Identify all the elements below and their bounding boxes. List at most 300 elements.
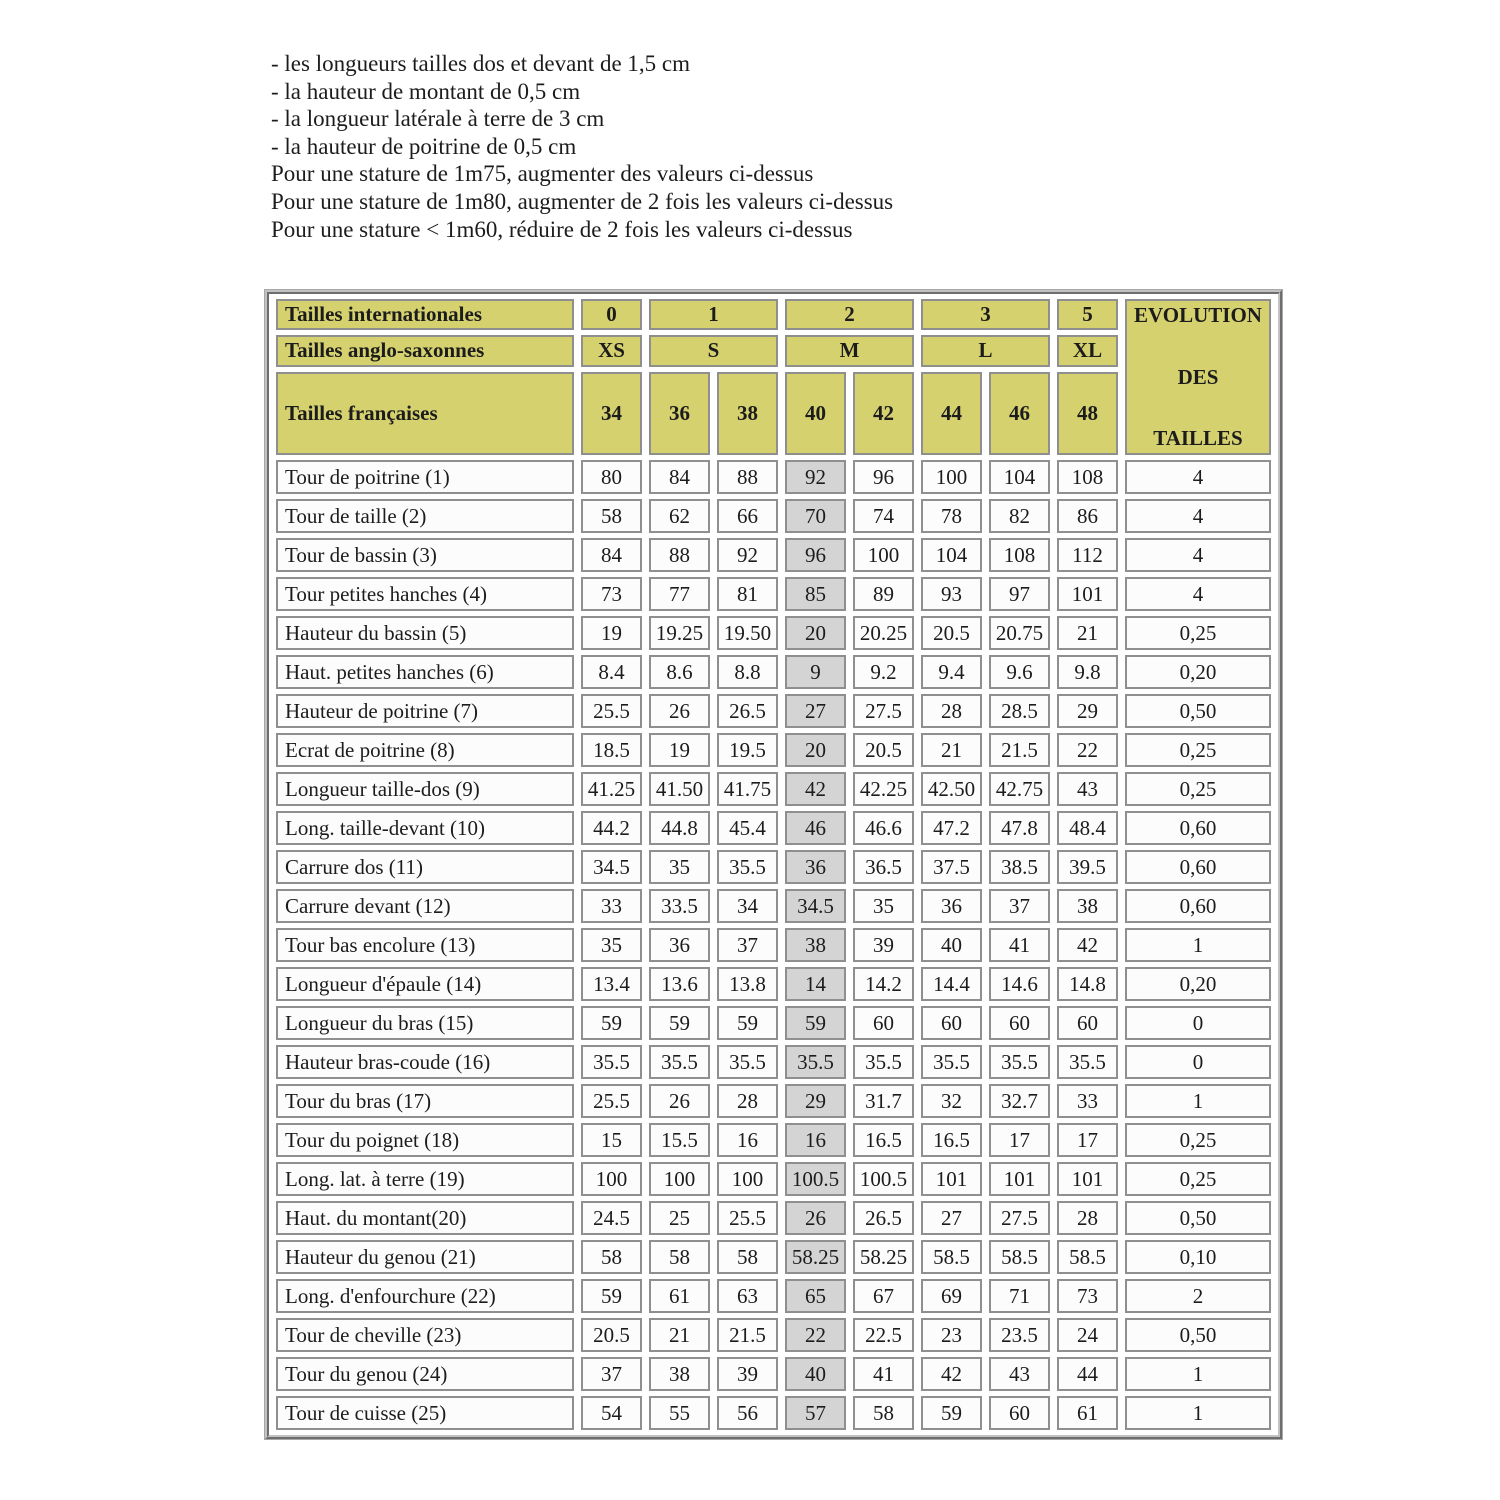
value-cell: 21.5 <box>717 1318 778 1352</box>
evolution-cell: 0,25 <box>1125 772 1271 806</box>
table-row <box>276 1123 1271 1157</box>
value-cell: 13.6 <box>649 967 710 1001</box>
value-cell: 33 <box>1057 1084 1118 1118</box>
value-cell: 16 <box>717 1123 778 1157</box>
value-cell: 58.5 <box>921 1240 982 1274</box>
measure-label: Hauteur de poitrine (7) <box>276 694 574 728</box>
value-cell: 42.25 <box>853 772 914 806</box>
value-cell: 8.6 <box>649 655 710 689</box>
value-cell: 26 <box>649 1084 710 1118</box>
evolution-cell: 1 <box>1125 1357 1271 1391</box>
value-cell: 36.5 <box>853 850 914 884</box>
intro-line: - la hauteur de montant de 0,5 cm <box>271 78 581 104</box>
value-cell: 60 <box>989 1396 1050 1430</box>
value-cell: 21.5 <box>989 733 1050 767</box>
intro-text <box>271 50 893 243</box>
value-cell: 26.5 <box>717 694 778 728</box>
value-cell: 100.5 <box>853 1162 914 1196</box>
value-cell: 41.25 <box>581 772 642 806</box>
value-cell: 24.5 <box>581 1201 642 1235</box>
value-cell: 18.5 <box>581 733 642 767</box>
value-cell: 74 <box>853 499 914 533</box>
value-cell: 101 <box>1057 577 1118 611</box>
value-cell: 48.4 <box>1057 811 1118 845</box>
evolution-cell: 2 <box>1125 1279 1271 1313</box>
value-cell: 15 <box>581 1123 642 1157</box>
value-cell: 34.5 <box>785 889 846 923</box>
value-cell: 8.8 <box>717 655 778 689</box>
header-french-size: 46 <box>989 372 1050 455</box>
value-cell: 9 <box>785 655 846 689</box>
value-cell: 46.6 <box>853 811 914 845</box>
table-row <box>276 694 1271 728</box>
header-french-size: 38 <box>717 372 778 455</box>
value-cell: 44.8 <box>649 811 710 845</box>
value-cell: 101 <box>989 1162 1050 1196</box>
table-row <box>276 811 1271 845</box>
table-row <box>276 577 1271 611</box>
value-cell: 35.5 <box>989 1045 1050 1079</box>
value-cell: 26.5 <box>853 1201 914 1235</box>
value-cell: 38 <box>649 1357 710 1391</box>
value-cell: 8.4 <box>581 655 642 689</box>
intro-line: Pour une stature de 1m80, augmenter de 2 fois les valeurs ci-dessus <box>271 188 894 214</box>
measure-label: Tour bas encolure (13) <box>276 928 574 962</box>
value-cell: 35.5 <box>717 850 778 884</box>
measure-label: Long. d'enfourchure (22) <box>276 1279 574 1313</box>
header-french-size: 36 <box>649 372 710 455</box>
measure-label: Tour de cuisse (25) <box>276 1396 574 1430</box>
value-cell: 59 <box>785 1006 846 1040</box>
value-cell: 25.5 <box>581 694 642 728</box>
value-cell: 42 <box>785 772 846 806</box>
value-cell: 100 <box>717 1162 778 1196</box>
value-cell: 19.5 <box>717 733 778 767</box>
value-cell: 24 <box>1057 1318 1118 1352</box>
table-body <box>276 460 1271 1430</box>
value-cell: 92 <box>785 460 846 494</box>
measure-label: Tour petites hanches (4) <box>276 577 574 611</box>
value-cell: 61 <box>1057 1396 1118 1430</box>
value-cell: 88 <box>717 460 778 494</box>
measure-label: Longueur du bras (15) <box>276 1006 574 1040</box>
value-cell: 59 <box>717 1006 778 1040</box>
value-cell: 56 <box>717 1396 778 1430</box>
value-cell: 80 <box>581 460 642 494</box>
value-cell: 28 <box>1057 1201 1118 1235</box>
value-cell: 22 <box>785 1318 846 1352</box>
value-cell: 47.8 <box>989 811 1050 845</box>
value-cell: 60 <box>921 1006 982 1040</box>
value-cell: 28.5 <box>989 694 1050 728</box>
value-cell: 36 <box>785 850 846 884</box>
value-cell: 82 <box>989 499 1050 533</box>
value-cell: 71 <box>989 1279 1050 1313</box>
value-cell: 92 <box>717 538 778 572</box>
header-evolution-line: EVOLUTION <box>1134 303 1262 327</box>
value-cell: 13.8 <box>717 967 778 1001</box>
measure-label: Tour de cheville (23) <box>276 1318 574 1352</box>
value-cell: 61 <box>649 1279 710 1313</box>
value-cell: 65 <box>785 1279 846 1313</box>
value-cell: 60 <box>853 1006 914 1040</box>
value-cell: 23 <box>921 1318 982 1352</box>
evolution-cell: 0,25 <box>1125 733 1271 767</box>
value-cell: 70 <box>785 499 846 533</box>
header-international-size: 2 <box>785 299 914 330</box>
value-cell: 47.2 <box>921 811 982 845</box>
value-cell: 20.5 <box>921 616 982 650</box>
value-cell: 35.5 <box>649 1045 710 1079</box>
value-cell: 38.5 <box>989 850 1050 884</box>
header-anglo-size: XL <box>1057 335 1118 366</box>
table-row <box>276 772 1271 806</box>
value-cell: 17 <box>989 1123 1050 1157</box>
value-cell: 35.5 <box>853 1045 914 1079</box>
value-cell: 33 <box>581 889 642 923</box>
value-cell: 41.50 <box>649 772 710 806</box>
value-cell: 15.5 <box>649 1123 710 1157</box>
evolution-cell: 0,25 <box>1125 1162 1271 1196</box>
evolution-cell: 1 <box>1125 1396 1271 1430</box>
header-international-size: 3 <box>921 299 1050 330</box>
value-cell: 32.7 <box>989 1084 1050 1118</box>
header-french-size: 40 <box>785 372 846 455</box>
measure-label: Long. taille-devant (10) <box>276 811 574 845</box>
value-cell: 35.5 <box>921 1045 982 1079</box>
value-cell: 19.50 <box>717 616 778 650</box>
sizes-table <box>265 290 1282 1439</box>
measure-label: Hauteur du bassin (5) <box>276 616 574 650</box>
value-cell: 100 <box>921 460 982 494</box>
value-cell: 81 <box>717 577 778 611</box>
intro-line: - les longueurs tailles dos et devant de 1,5 cm <box>271 51 691 76</box>
value-cell: 37 <box>717 928 778 962</box>
header-anglo-size: L <box>921 335 1050 366</box>
value-cell: 28 <box>717 1084 778 1118</box>
value-cell: 38 <box>1057 889 1118 923</box>
value-cell: 43 <box>989 1357 1050 1391</box>
value-cell: 9.6 <box>989 655 1050 689</box>
evolution-cell: 0,25 <box>1125 1123 1271 1157</box>
value-cell: 59 <box>649 1006 710 1040</box>
header-evolution <box>1125 299 1271 455</box>
header-evolution-line: TAILLES <box>1153 426 1243 450</box>
header-anglo-size: XS <box>581 335 642 366</box>
value-cell: 26 <box>649 694 710 728</box>
value-cell: 58 <box>717 1240 778 1274</box>
measure-label: Hauteur bras-coude (16) <box>276 1045 574 1079</box>
value-cell: 16 <box>785 1123 846 1157</box>
value-cell: 16.5 <box>853 1123 914 1157</box>
value-cell: 62 <box>649 499 710 533</box>
measure-label: Hauteur du genou (21) <box>276 1240 574 1274</box>
value-cell: 35.5 <box>581 1045 642 1079</box>
row-anglo-saxon-sizes <box>276 335 1271 366</box>
value-cell: 35.5 <box>1057 1045 1118 1079</box>
value-cell: 60 <box>989 1006 1050 1040</box>
evolution-cell: 0,60 <box>1125 811 1271 845</box>
measure-label: Tour du bras (17) <box>276 1084 574 1118</box>
value-cell: 20.25 <box>853 616 914 650</box>
measure-label: Longueur d'épaule (14) <box>276 967 574 1001</box>
header-french-size: 48 <box>1057 372 1118 455</box>
table-row <box>276 1318 1271 1352</box>
value-cell: 39.5 <box>1057 850 1118 884</box>
table-row <box>276 538 1271 572</box>
value-cell: 32 <box>921 1084 982 1118</box>
value-cell: 96 <box>785 538 846 572</box>
header-international-size: 5 <box>1057 299 1118 330</box>
value-cell: 25 <box>649 1201 710 1235</box>
value-cell: 9.4 <box>921 655 982 689</box>
value-cell: 29 <box>1057 694 1118 728</box>
value-cell: 104 <box>989 460 1050 494</box>
measure-label: Carrure devant (12) <box>276 889 574 923</box>
measure-label: Tour du poignet (18) <box>276 1123 574 1157</box>
value-cell: 100 <box>649 1162 710 1196</box>
value-cell: 21 <box>921 733 982 767</box>
value-cell: 59 <box>581 1006 642 1040</box>
table-row <box>276 1045 1271 1079</box>
value-cell: 27.5 <box>853 694 914 728</box>
value-cell: 42.75 <box>989 772 1050 806</box>
value-cell: 9.8 <box>1057 655 1118 689</box>
value-cell: 37 <box>989 889 1050 923</box>
header-evolution-line: DES <box>1177 364 1219 389</box>
value-cell: 100 <box>853 538 914 572</box>
intro-line: Pour une stature < 1m60, réduire de 2 fois les valeurs ci-dessus <box>271 216 853 242</box>
value-cell: 20.5 <box>581 1318 642 1352</box>
measure-label: Tour de taille (2) <box>276 499 574 533</box>
value-cell: 88 <box>649 538 710 572</box>
evolution-cell: 0,20 <box>1125 655 1271 689</box>
value-cell: 14.2 <box>853 967 914 1001</box>
evolution-cell: 0,60 <box>1125 850 1271 884</box>
value-cell: 28 <box>921 694 982 728</box>
table-row <box>276 1396 1271 1430</box>
table-row <box>276 889 1271 923</box>
value-cell: 16.5 <box>921 1123 982 1157</box>
value-cell: 57 <box>785 1396 846 1430</box>
value-cell: 42.50 <box>921 772 982 806</box>
value-cell: 20.75 <box>989 616 1050 650</box>
evolution-cell: 4 <box>1125 577 1271 611</box>
value-cell: 112 <box>1057 538 1118 572</box>
row-international-sizes <box>276 299 1271 330</box>
evolution-cell: 0 <box>1125 1045 1271 1079</box>
value-cell: 55 <box>649 1396 710 1430</box>
value-cell: 35.5 <box>785 1045 846 1079</box>
value-cell: 27 <box>921 1201 982 1235</box>
value-cell: 58 <box>581 499 642 533</box>
evolution-cell: 4 <box>1125 460 1271 494</box>
value-cell: 14.8 <box>1057 967 1118 1001</box>
value-cell: 69 <box>921 1279 982 1313</box>
value-cell: 58.5 <box>989 1240 1050 1274</box>
value-cell: 40 <box>921 928 982 962</box>
value-cell: 58.25 <box>853 1240 914 1274</box>
value-cell: 37.5 <box>921 850 982 884</box>
value-cell: 60 <box>1057 1006 1118 1040</box>
value-cell: 66 <box>717 499 778 533</box>
value-cell: 41 <box>853 1357 914 1391</box>
value-cell: 29 <box>785 1084 846 1118</box>
value-cell: 27 <box>785 694 846 728</box>
value-cell: 40 <box>785 1357 846 1391</box>
table-row <box>276 850 1271 884</box>
value-cell: 17 <box>1057 1123 1118 1157</box>
value-cell: 44.2 <box>581 811 642 845</box>
value-cell: 13.4 <box>581 967 642 1001</box>
header-label-french: Tailles françaises <box>276 372 574 455</box>
measure-label: Longueur taille-dos (9) <box>276 772 574 806</box>
value-cell: 37 <box>581 1357 642 1391</box>
value-cell: 20 <box>785 733 846 767</box>
value-cell: 19.25 <box>649 616 710 650</box>
table-row <box>276 1201 1271 1235</box>
intro-line: - la longueur latérale à terre de 3 cm <box>271 106 605 132</box>
value-cell: 100 <box>581 1162 642 1196</box>
value-cell: 25.5 <box>581 1084 642 1118</box>
value-cell: 42 <box>1057 928 1118 962</box>
table-row <box>276 1162 1271 1196</box>
value-cell: 35 <box>853 889 914 923</box>
value-cell: 36 <box>921 889 982 923</box>
value-cell: 78 <box>921 499 982 533</box>
evolution-cell: 0 <box>1125 1006 1271 1040</box>
measure-label: Tour de bassin (3) <box>276 538 574 572</box>
evolution-cell: 0,50 <box>1125 1201 1271 1235</box>
value-cell: 58 <box>649 1240 710 1274</box>
value-cell: 14.6 <box>989 967 1050 1001</box>
evolution-cell: 0,10 <box>1125 1240 1271 1274</box>
value-cell: 35.5 <box>717 1045 778 1079</box>
value-cell: 41 <box>989 928 1050 962</box>
value-cell: 36 <box>649 928 710 962</box>
evolution-cell: 0,25 <box>1125 616 1271 650</box>
table-header <box>276 299 1271 455</box>
value-cell: 20.5 <box>853 733 914 767</box>
header-anglo-size: M <box>785 335 914 366</box>
value-cell: 39 <box>717 1357 778 1391</box>
measure-label: Haut. petites hanches (6) <box>276 655 574 689</box>
value-cell: 27.5 <box>989 1201 1050 1235</box>
evolution-cell: 0,20 <box>1125 967 1271 1001</box>
header-french-size: 42 <box>853 372 914 455</box>
evolution-cell: 0,50 <box>1125 694 1271 728</box>
measure-label: Tour du genou (24) <box>276 1357 574 1391</box>
intro-line: Pour une stature de 1m75, augmenter des valeurs ci-dessus <box>271 161 814 187</box>
header-international-size: 1 <box>649 299 778 330</box>
value-cell: 84 <box>581 538 642 572</box>
table-row <box>276 1279 1271 1313</box>
value-cell: 85 <box>785 577 846 611</box>
header-anglo-size: S <box>649 335 778 366</box>
value-cell: 63 <box>717 1279 778 1313</box>
table-row <box>276 967 1271 1001</box>
value-cell: 38 <box>785 928 846 962</box>
value-cell: 9.2 <box>853 655 914 689</box>
evolution-cell: 1 <box>1125 1084 1271 1118</box>
value-cell: 19 <box>581 616 642 650</box>
value-cell: 21 <box>1057 616 1118 650</box>
value-cell: 22.5 <box>853 1318 914 1352</box>
intro-line: - la hauteur de poitrine de 0,5 cm <box>271 133 577 159</box>
table-row <box>276 1006 1271 1040</box>
value-cell: 44 <box>1057 1357 1118 1391</box>
value-cell: 77 <box>649 577 710 611</box>
evolution-cell: 4 <box>1125 499 1271 533</box>
value-cell: 59 <box>921 1396 982 1430</box>
value-cell: 58 <box>581 1240 642 1274</box>
value-cell: 86 <box>1057 499 1118 533</box>
value-cell: 31.7 <box>853 1084 914 1118</box>
value-cell: 58 <box>853 1396 914 1430</box>
evolution-cell: 4 <box>1125 538 1271 572</box>
value-cell: 39 <box>853 928 914 962</box>
table-row <box>276 1084 1271 1118</box>
value-cell: 35 <box>581 928 642 962</box>
value-cell: 35 <box>649 850 710 884</box>
value-cell: 58.5 <box>1057 1240 1118 1274</box>
table-row <box>276 733 1271 767</box>
value-cell: 67 <box>853 1279 914 1313</box>
table-row <box>276 928 1271 962</box>
value-cell: 104 <box>921 538 982 572</box>
value-cell: 84 <box>649 460 710 494</box>
value-cell: 42 <box>921 1357 982 1391</box>
value-cell: 89 <box>853 577 914 611</box>
table-row <box>276 460 1271 494</box>
value-cell: 59 <box>581 1279 642 1313</box>
table-row <box>276 499 1271 533</box>
measure-label: Haut. du montant(20) <box>276 1201 574 1235</box>
table-row <box>276 655 1271 689</box>
value-cell: 41.75 <box>717 772 778 806</box>
value-cell: 14 <box>785 967 846 1001</box>
header-french-size: 44 <box>921 372 982 455</box>
value-cell: 58.25 <box>785 1240 846 1274</box>
value-cell: 19 <box>649 733 710 767</box>
value-cell: 97 <box>989 577 1050 611</box>
value-cell: 43 <box>1057 772 1118 806</box>
evolution-cell: 0,50 <box>1125 1318 1271 1352</box>
table-row <box>276 1240 1271 1274</box>
value-cell: 34.5 <box>581 850 642 884</box>
header-label-anglo: Tailles anglo-saxonnes <box>276 335 574 366</box>
value-cell: 45.4 <box>717 811 778 845</box>
measure-label: Long. lat. à terre (19) <box>276 1162 574 1196</box>
value-cell: 101 <box>1057 1162 1118 1196</box>
table-row <box>276 1357 1271 1391</box>
value-cell: 46 <box>785 811 846 845</box>
value-cell: 26 <box>785 1201 846 1235</box>
value-cell: 21 <box>649 1318 710 1352</box>
value-cell: 73 <box>1057 1279 1118 1313</box>
measure-label: Tour de poitrine (1) <box>276 460 574 494</box>
header-french-size: 34 <box>581 372 642 455</box>
header-evolution-lines <box>1127 303 1269 451</box>
evolution-cell: 1 <box>1125 928 1271 962</box>
value-cell: 101 <box>921 1162 982 1196</box>
value-cell: 22 <box>1057 733 1118 767</box>
measure-label: Ecrat de poitrine (8) <box>276 733 574 767</box>
measure-label: Carrure dos (11) <box>276 850 574 884</box>
value-cell: 93 <box>921 577 982 611</box>
evolution-cell: 0,60 <box>1125 889 1271 923</box>
value-cell: 108 <box>1057 460 1118 494</box>
